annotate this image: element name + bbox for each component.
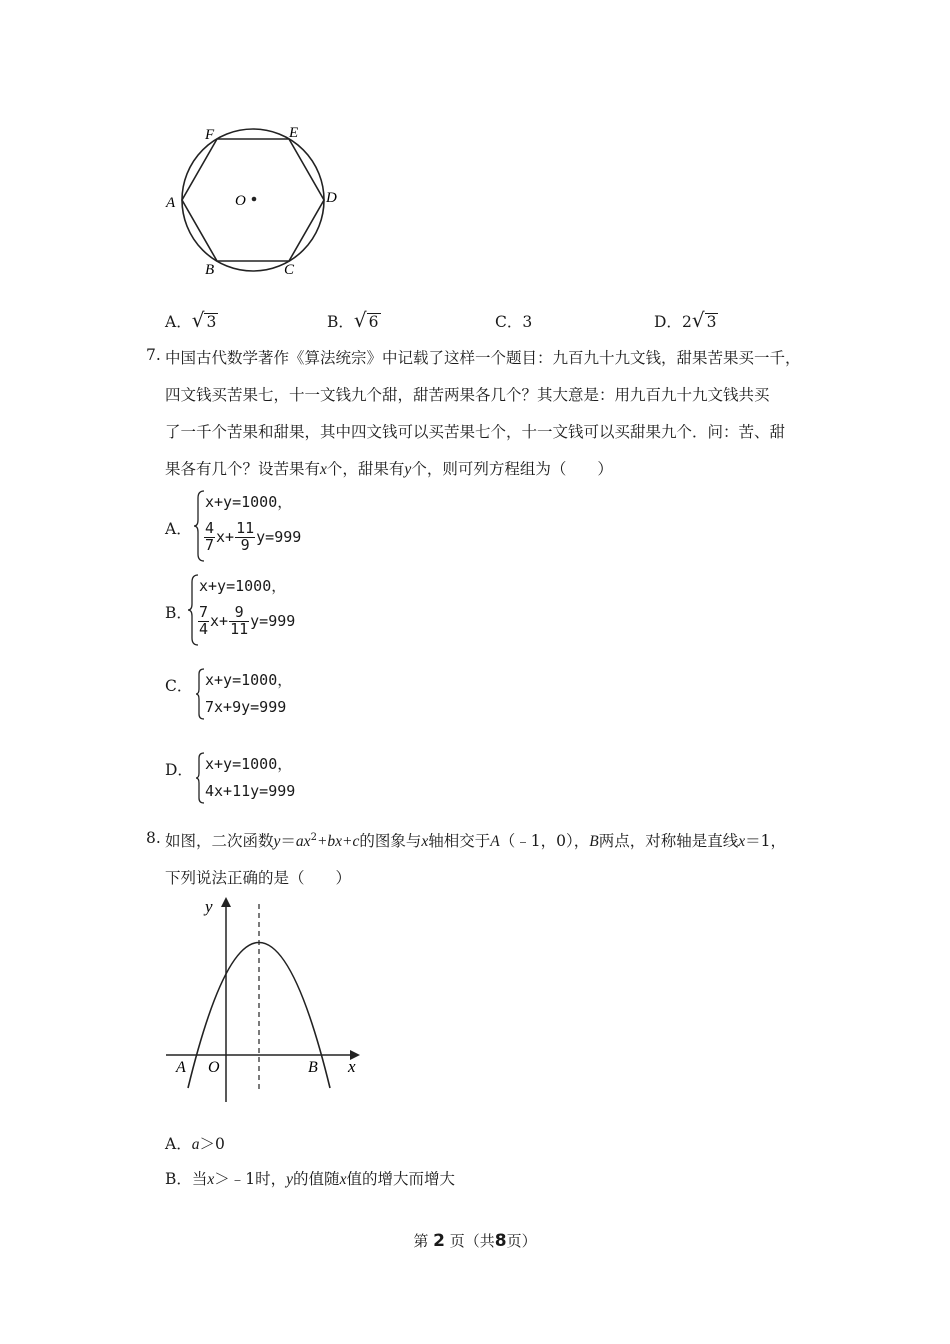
graph-label-y: y bbox=[205, 897, 213, 916]
q7-number: 7. bbox=[146, 346, 161, 364]
label-A: A bbox=[166, 195, 176, 211]
equation-2: 7x+9y=999 bbox=[205, 698, 287, 716]
q8-number: 8. bbox=[146, 829, 161, 847]
q7-option-c[interactable] bbox=[165, 666, 325, 722]
option-label: A． bbox=[165, 520, 192, 538]
left-brace bbox=[195, 752, 205, 804]
total-pages: 8 bbox=[494, 1231, 507, 1251]
sqrt-value: 3 bbox=[206, 313, 217, 331]
q7-line-3: 了一千个苦果和甜果，其中四文钱可以买苦果七个，十一文钱可以买甜果九个．问：苦、甜 bbox=[165, 423, 786, 441]
label-C: C bbox=[284, 262, 295, 278]
center-dot bbox=[252, 197, 257, 202]
label-B: B bbox=[205, 262, 215, 278]
q6-option-a[interactable]: A．√ 3 bbox=[165, 308, 217, 332]
graph-label-B: B bbox=[308, 1059, 318, 1076]
graph-label-x: x bbox=[348, 1057, 356, 1076]
y-axis-arrow bbox=[221, 897, 231, 907]
q8-line-1: 如图，二次函数$y=ax^2+bx+c$的图象与x轴相交于A（﹣1，0），B两点，对称轴是直线x＝1， bbox=[165, 831, 786, 850]
equation-2: 4x+11y=999 bbox=[205, 782, 296, 800]
left-brace bbox=[195, 668, 205, 720]
equation-1: x+y=1000， bbox=[205, 755, 293, 773]
equation-2: $\frac{7}{4}$ x+ $\frac{9}{11}$ y=999 bbox=[199, 603, 296, 638]
graph-label-A: A bbox=[176, 1059, 186, 1076]
q6-option-d[interactable]: D．2√ 3 bbox=[654, 308, 717, 332]
q7-option-a[interactable] bbox=[165, 488, 345, 563]
label-D: D bbox=[326, 190, 337, 206]
sqrt-value: 3 bbox=[706, 313, 717, 331]
equation-1: x+y=1000， bbox=[205, 493, 293, 511]
option-label: D． bbox=[165, 761, 193, 779]
equation-2: $\frac{4}{7}$ x+ $\frac{11}{9}$ y=999 bbox=[205, 519, 302, 554]
hexagon-circle-figure bbox=[160, 118, 350, 283]
q7-line-1: 中国古代数学著作《算法统宗》中记载了这样一个题目：九百九十九文钱，甜果苦果买一千， bbox=[165, 349, 801, 367]
q8-line-2: 下列说法正确的是（ ） bbox=[165, 869, 352, 887]
option-label: C． bbox=[165, 677, 193, 695]
sqrt-value: 6 bbox=[368, 313, 379, 331]
q7-option-d[interactable] bbox=[165, 750, 325, 806]
label-E: E bbox=[289, 125, 299, 141]
q6-option-b[interactable]: B．√ 6 bbox=[327, 308, 379, 332]
option-label: B． bbox=[165, 604, 192, 622]
q6-option-c[interactable]: C．3 bbox=[495, 313, 533, 331]
current-page: 2 bbox=[433, 1231, 445, 1251]
label-F: F bbox=[205, 127, 215, 143]
q7-line-4: 果各有几个？设苦果有x个，甜果有y个，则可列方程组为（ ） bbox=[165, 460, 613, 478]
q7-option-b[interactable] bbox=[165, 572, 345, 647]
equation-1: x+y=1000， bbox=[205, 671, 293, 689]
q8-option-b[interactable]: B．当x＞﹣1时，y的值随x值的增大而增大 bbox=[165, 1170, 455, 1188]
q7-line-2: 四文钱买苦果七，十一文钱九个甜，甜苦两果各几个？其大意是：用九百九十九文钱共买 bbox=[165, 386, 770, 404]
page-footer: 第 2 页（共8页） bbox=[413, 1231, 537, 1251]
parabola-graph bbox=[160, 892, 370, 1107]
q8-option-a[interactable]: A．a＞0 bbox=[165, 1135, 225, 1153]
label-O: O bbox=[235, 193, 246, 209]
graph-label-O: O bbox=[208, 1059, 220, 1076]
equation-1: x+y=1000， bbox=[199, 577, 287, 595]
